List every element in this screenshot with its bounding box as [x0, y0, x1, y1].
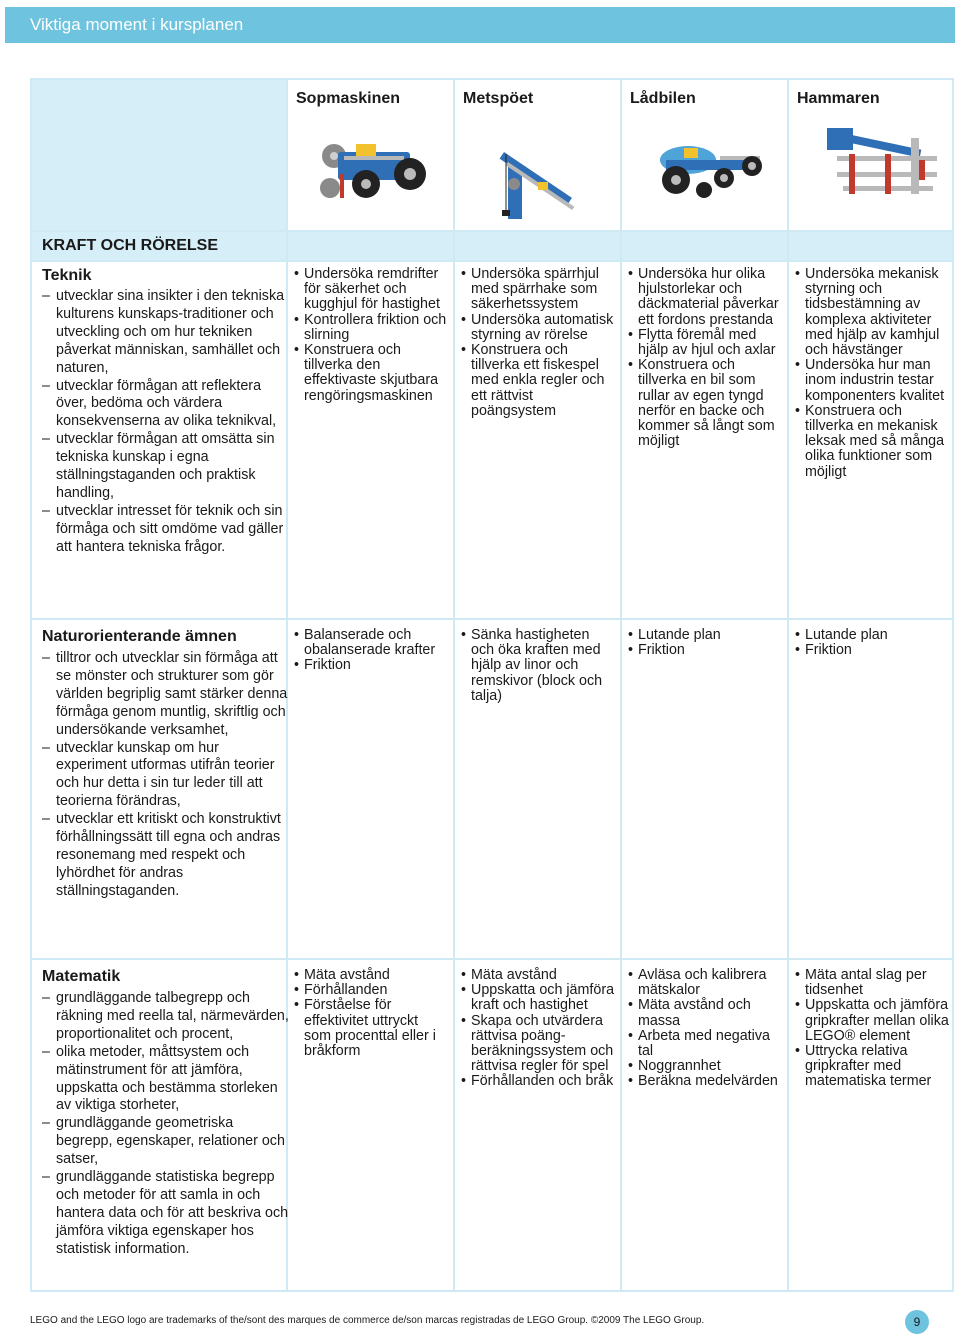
- list-item: • Avläsa och kalibrera mätskalor: [628, 968, 783, 998]
- list-item: • Flytta föremål med hjälp av hjul och axlar: [628, 328, 783, 358]
- goal-item: – utvecklar förmågan att omsätta sin tekniska kunskap i egna ställningstaganden och praktisk handling,: [42, 431, 292, 503]
- list-item: • Arbeta med negativa tal: [628, 1029, 783, 1059]
- section-title: KRAFT OCH RÖRELSE: [42, 237, 218, 254]
- column-header-ladbilen: Lådbilen: [630, 90, 696, 107]
- list-item: • Undersöka mekanisk styrning och tidsbestämning av komplexa aktiviteter med hjälp av kamhjul och hävstänger: [795, 267, 950, 358]
- cell-no-ladbilen: [628, 628, 783, 658]
- goal-item: – tilltror och utvecklar sin förmåga att se mönster och strukturer som gör världen begriplig samt stärker denna förmåga genom muntlig, skriftlig och undersökande verksamhet,: [42, 650, 292, 740]
- list-item: • Förhållanden och bråk: [461, 1074, 616, 1089]
- list-item: • Undersöka remdrifter för säkerhet och kugghjul för hastighet: [294, 267, 449, 313]
- goal-item: – olika metoder, måttsystem och mätinstrument för att jämföra, uppskatta och bestämma storleken av viktiga storheter,: [42, 1044, 292, 1116]
- goal-item: – utvecklar ett kritiskt och konstruktivt förhållningssätt till egna och andras resonemang med respekt och lyhördhet för andras ställningstaganden.: [42, 811, 292, 901]
- list-item: • Undersöka automatisk styrning av rörelse: [461, 313, 616, 343]
- page-header-title: Viktiga moment i kursplanen: [30, 15, 244, 34]
- list-item: • Konstruera och tillverka en mekanisk leksak med så många olika funktioner som möjligt: [795, 404, 950, 480]
- list-item: • Lutande plan: [628, 628, 783, 643]
- goal-item: – grundläggande geometriska begrepp, egenskaper, relationer och satser,: [42, 1115, 292, 1169]
- goal-item: – grundläggande talbegrepp och räkning med reella tal, närmevärden, proportionalitet och procent,: [42, 990, 292, 1044]
- page-header: [5, 7, 955, 43]
- subject-title-naturorienterande: Naturorienterande ämnen: [42, 628, 237, 645]
- page-number: 9: [905, 1310, 929, 1334]
- subject-title-matematik: Matematik: [42, 968, 121, 985]
- list-item: • Förhållanden: [294, 983, 449, 998]
- list-item: • Balanserade och obalanserade krafter: [294, 628, 449, 658]
- list-item: • Friktion: [628, 643, 783, 658]
- list-item: • Beräkna medelvärden: [628, 1074, 783, 1089]
- list-item: • Noggrannhet: [628, 1059, 783, 1074]
- goal-list-matematik: [42, 990, 292, 1259]
- trademark-footer: LEGO and the LEGO logo are trademarks of the/sont des marques de commerce de/son marcas registradas de LEGO Group. ©2009 The LEGO Group.: [30, 1315, 705, 1326]
- goal-list-naturorienterande: [42, 650, 292, 901]
- column-header-hammaren: Hammaren: [797, 90, 880, 107]
- goal-list-teknik: [42, 288, 292, 557]
- list-item: • Konstruera och tillverka ett fiskespel med enkla regler och ett rättvist poängsystem: [461, 343, 616, 419]
- list-item: • Uppskatta och jämföra kraft och hastighet: [461, 983, 616, 1013]
- list-item: • Förståelse för effektivitet uttryckt som procenttal eller i bråkform: [294, 998, 449, 1059]
- fishing-rod-model-icon: [478, 114, 598, 224]
- row-divider: [32, 618, 952, 620]
- list-item: • Kontrollera friktion och slirning: [294, 313, 449, 343]
- goal-item: – utvecklar intresset för teknik och sin förmåga och sitt omdöme vad gäller att hantera tekniska frågor.: [42, 503, 292, 557]
- cell-teknik-ladbilen: [628, 267, 783, 449]
- cell-teknik-hammaren: [795, 267, 950, 480]
- row-divider: [32, 260, 952, 262]
- column-header-metspoet: Metspöet: [463, 90, 534, 107]
- list-item: • Lutande plan: [795, 628, 950, 643]
- goal-item: – grundläggande statistiska begrepp och metoder för att samla in och hantera data och för att beskriva och jämföra viktiga egenskaper hos statistisk information.: [42, 1169, 292, 1259]
- list-item: • Uppskatta och jämföra gripkrafter mellan olika LEGO® element: [795, 998, 950, 1044]
- list-item: • Mäta avstånd: [294, 968, 449, 983]
- list-item: • Undersöka hur olika hjulstorlekar och däckmaterial påverkar ett fordons prestanda: [628, 267, 783, 328]
- cell-teknik-sopmaskinen: [294, 267, 449, 404]
- list-item: • Mäta avstånd: [461, 968, 616, 983]
- list-item: • Friktion: [294, 658, 449, 673]
- cell-no-metspoet: [461, 628, 616, 704]
- list-item: • Konstruera och tillverka den effektivaste skjutbara rengöringsmaskinen: [294, 343, 449, 404]
- cell-teknik-metspoet: [461, 267, 616, 419]
- soapbox-car-model-icon: [640, 126, 770, 206]
- sweeper-model-icon: [316, 126, 436, 206]
- list-item: • Undersöka spärrhjul med spärrhake som säkerhetssystem: [461, 267, 616, 313]
- list-item: • Skapa och utvärdera rättvisa poäng-beräkningssystem och rättvisa regler för spel: [461, 1014, 616, 1075]
- list-item: • Mäta antal slag per tidsenhet: [795, 968, 950, 998]
- list-item: • Sänka hastigheten och öka kraften med hjälp av linor och remskivor (block och talja): [461, 628, 616, 704]
- subject-title-teknik: Teknik: [42, 267, 92, 284]
- cell-no-hammaren: [795, 628, 950, 658]
- cell-ma-sopmaskinen: [294, 968, 449, 1059]
- row-divider: [32, 230, 952, 232]
- list-item: • Mäta avstånd och massa: [628, 998, 783, 1028]
- curriculum-table: [30, 78, 954, 1292]
- column-header-sopmaskinen: Sopmaskinen: [296, 90, 401, 107]
- cell-ma-ladbilen: [628, 968, 783, 1090]
- row-divider: [32, 958, 952, 960]
- list-item: • Undersöka hur man inom industrin testar komponenters kvalitet: [795, 358, 950, 404]
- goal-item: – utvecklar förmågan att reflektera över, bedöma och värdera konsekvenserna av olika teknikval,: [42, 378, 292, 432]
- list-item: • Uttrycka relativa gripkrafter med matematiska termer: [795, 1044, 950, 1090]
- cell-ma-metspoet: [461, 968, 616, 1090]
- cell-ma-hammaren: [795, 968, 950, 1090]
- list-item: • Konstruera och tillverka en bil som rullar av egen tyngd nerför en backe och kommer så långt som möjligt: [628, 358, 783, 449]
- goal-item: – utvecklar sina insikter i den tekniska kulturens kunskaps-traditioner och utveckling och om hur tekniken påverkat människan, samhället och naturen,: [42, 288, 292, 378]
- hammer-model-icon: [807, 116, 947, 206]
- goal-item: – utvecklar kunskap om hur experiment utformas utifrån teorier och hur detta i sin tur leder till att teorierna förändras,: [42, 740, 292, 812]
- header-corner-cell: [32, 80, 286, 230]
- list-item: • Friktion: [795, 643, 950, 658]
- cell-no-sopmaskinen: [294, 628, 449, 674]
